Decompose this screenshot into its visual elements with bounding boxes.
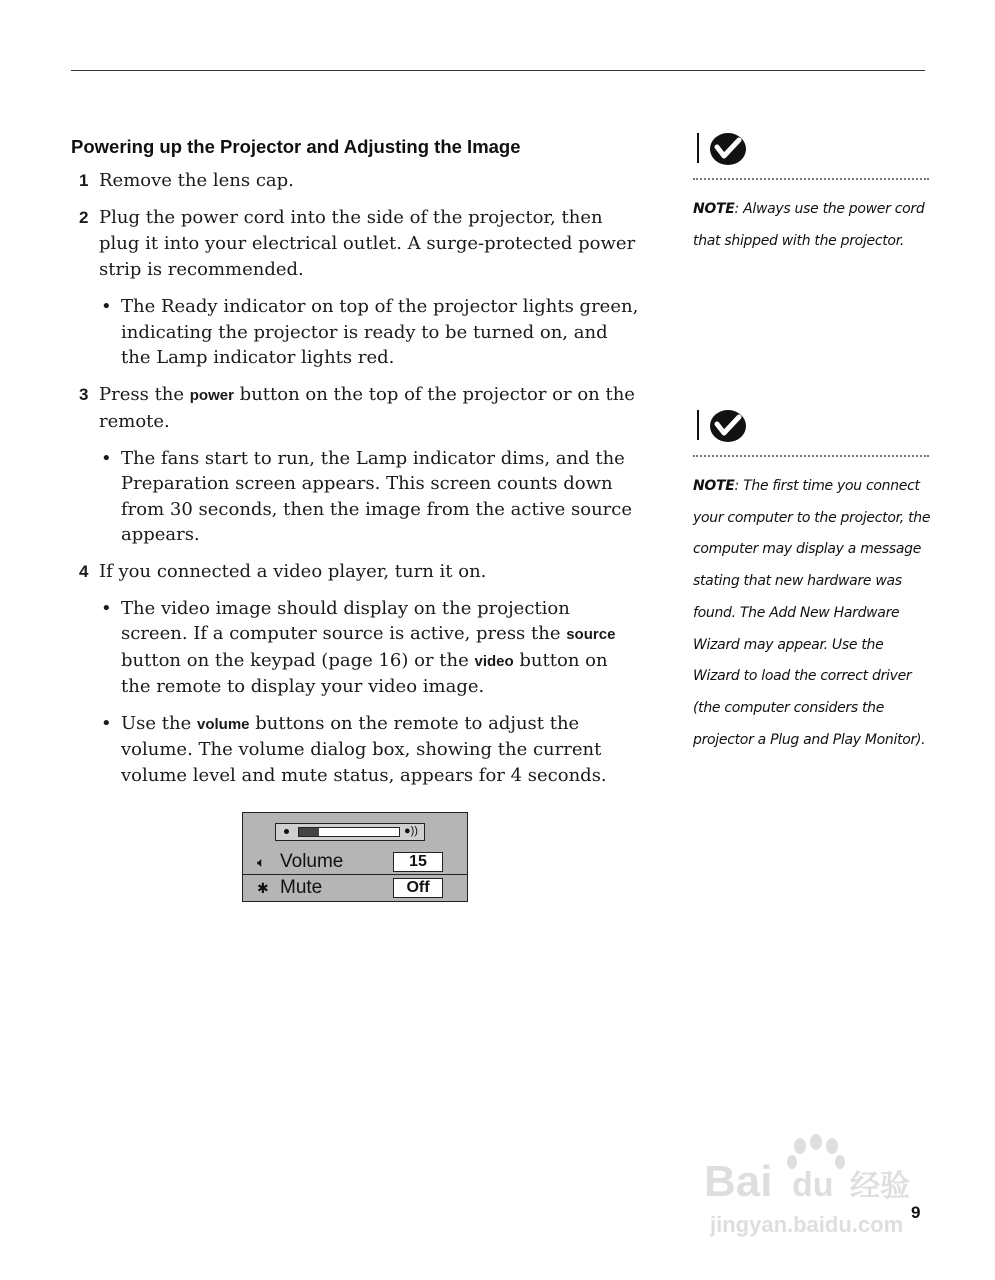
keyword-power: power (189, 386, 234, 404)
dotted-divider (693, 455, 929, 457)
step-4 (71, 559, 641, 585)
note-body: : Always use the power cord that shipped with the projector. (693, 201, 925, 249)
bullet-text: The fans start to run, the Lamp indicator dims, and the Preparation screen appears. This screen counts down from 30 seconds, then the image from the active source appears. (121, 447, 633, 545)
baidu-watermark (700, 1132, 940, 1242)
keyword-video: video (474, 652, 514, 670)
bullet-ready-indicator (71, 294, 641, 371)
step-1 (71, 168, 641, 194)
checkmark-note-icon (709, 409, 747, 443)
note-icon-group (693, 409, 931, 445)
keyword-source: source (566, 626, 616, 643)
note-text (693, 471, 931, 756)
volume-row (255, 850, 455, 874)
sidebar-note-2 (693, 409, 931, 756)
step-text: Remove the lens cap. (99, 170, 294, 191)
section-title: Powering up the Projector and Adjusting the Image (71, 136, 521, 157)
speaker-icon: 🔈︎ (257, 854, 266, 870)
volume-track (298, 827, 400, 837)
bullet-text: buttons on the remote to adjust the volume. The volume dialog box, showing the current volume level and mute status, appears for 4 seconds. (121, 712, 607, 786)
header-rule (71, 70, 925, 71)
bullet-text: The video image should display on the projection screen. If a computer source is active, press the (121, 597, 570, 644)
note-bar (697, 410, 699, 440)
watermark-cn: 经验 (850, 1169, 910, 1204)
volume-max-icon: ●)) (404, 825, 418, 837)
checkmark-note-icon (709, 132, 747, 166)
bullet-icon: • (101, 296, 112, 317)
note-bar (697, 133, 699, 163)
step-text-pre: Press the (99, 383, 190, 405)
volume-level-bar (275, 823, 425, 841)
step-number: 2 (79, 208, 89, 227)
step-number: 4 (79, 561, 89, 581)
step-text: If you connected a video player, turn it on. (99, 560, 487, 582)
step-text: Plug the power cord into the side of the projector, then plug it into your electrical outlet. A surge-protected power strip is recommended. (99, 207, 636, 280)
watermark-brand: Bai (704, 1157, 773, 1206)
volume-label: Volume (280, 851, 344, 872)
osd-divider (243, 874, 467, 875)
bullet-icon: • (101, 712, 112, 734)
bullet-icon: • (101, 597, 112, 619)
mute-label: Mute (280, 877, 323, 898)
volume-value: 15 (393, 852, 443, 872)
step-number: 3 (79, 384, 89, 404)
step-number: 1 (79, 171, 89, 190)
mute-value: Off (393, 878, 443, 898)
page-number: 9 (911, 1203, 921, 1222)
main-column (71, 136, 641, 799)
step-3 (71, 382, 641, 435)
note-label: NOTE (693, 478, 735, 494)
volume-dialog (242, 812, 468, 902)
bullet-volume (71, 711, 641, 789)
note-icon-group (693, 132, 931, 168)
mute-row (255, 876, 455, 900)
step-text-post: button on the top of the projector or on the remote. (99, 383, 635, 432)
watermark-brand-2: du (792, 1166, 834, 1204)
bullet-text: button on the remote to display your video image. (121, 649, 608, 697)
mute-icon: ✱ (257, 880, 269, 896)
volume-fill (299, 828, 319, 836)
note-body: : The first time you connect your computer to the projector, the computer may display a message stating that new hardware was found. The Add New Hardware Wizard may appear. Use the Wizard to load the correct driver (the computer considers the projector a Plug and Play Monitor). (693, 478, 931, 748)
note-text (693, 194, 931, 257)
bullet-text: button on the keypad (page 16) or the (121, 649, 475, 671)
paw-icon (787, 1134, 845, 1169)
watermark-url: jingyan.baidu.com (710, 1212, 904, 1237)
sidebar-note-1 (693, 132, 931, 257)
bullet-fans (71, 446, 641, 548)
bullet-text: Use the (121, 712, 197, 734)
bullet-video-image (71, 596, 641, 700)
bullet-text: The Ready indicator on top of the projector lights green, indicating the projector is ready to be turned on, and the Lamp indicator lights red. (121, 296, 639, 368)
bullet-icon: • (101, 447, 112, 469)
volume-min-icon (284, 829, 289, 834)
keyword-volume: volume (196, 715, 250, 733)
dotted-divider (693, 178, 929, 180)
step-2 (71, 205, 641, 283)
note-label: NOTE (693, 201, 735, 217)
